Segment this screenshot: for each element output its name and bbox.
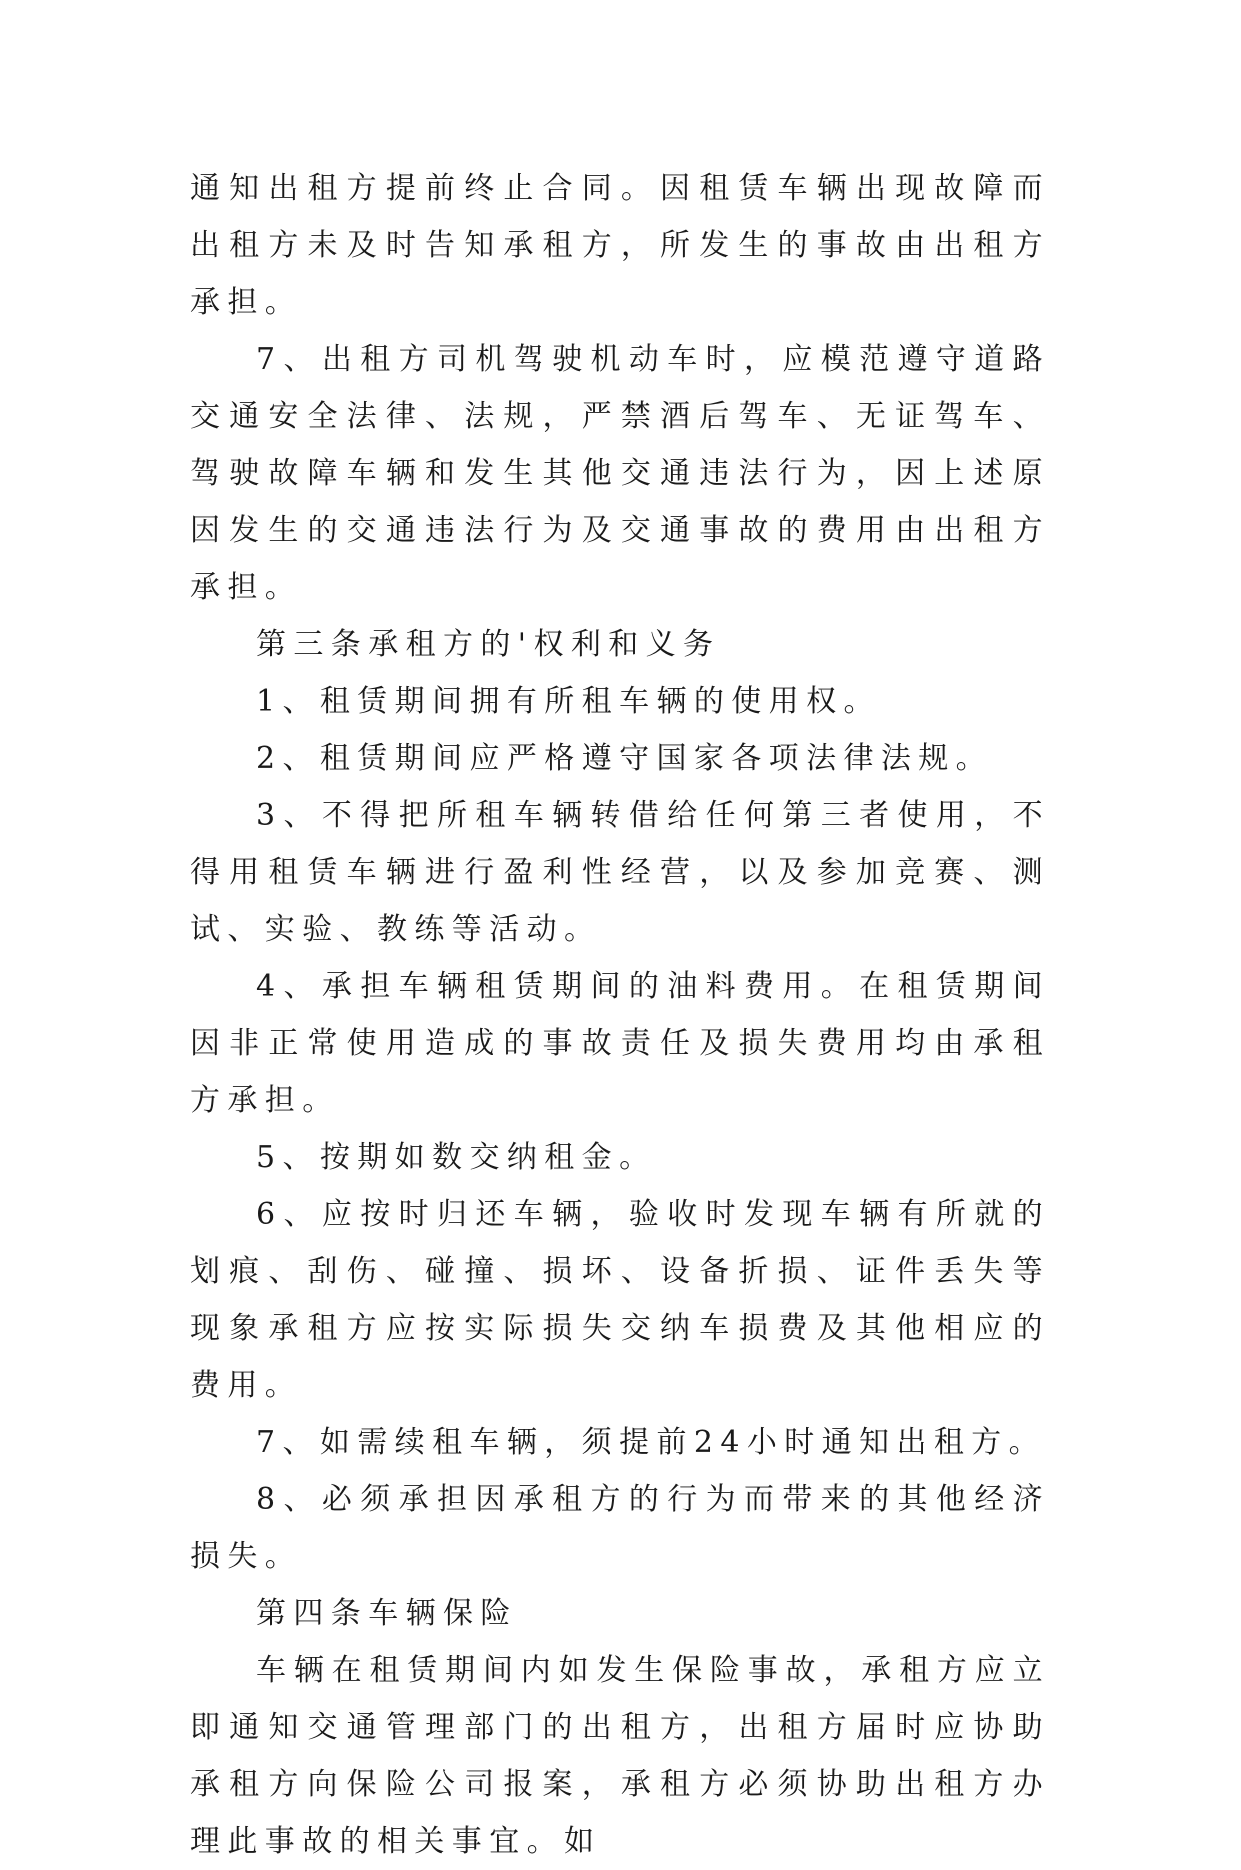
- list-item: 8、必须承担因承租方的行为而带来的其他经济损失。: [190, 1482, 1050, 1574]
- list-item: 7、如需续租车辆，须提前24小时通知出租方。: [256, 1425, 1047, 1460]
- list-item: 6、应按时归还车辆，验收时发现车辆有所就的划痕、刮伤、碰撞、损坏、设备折损、证件丢失等现象承租方应按实际损失交纳车损费及其他相应的费用。: [190, 1197, 1050, 1403]
- section-heading: 第四条车辆保险: [256, 1596, 518, 1631]
- paragraph: 通知出租方提前终止合同。因租赁车辆出现故障而出租方未及时告知承租方，所发生的事故由出租方承担。: [190, 171, 1050, 320]
- list-item: 2、租赁期间应严格遵守国家各项法律法规。: [256, 741, 994, 776]
- section-heading: 第三条承租方的'权利和义务: [256, 627, 721, 662]
- list-item: 3、不得把所租车辆转借给任何第三者使用，不得用租赁车辆进行盈利性经营，以及参加竞赛、测试、实验、教练等活动。: [190, 798, 1050, 947]
- paragraph: 7、出租方司机驾驶机动车时，应模范遵守道路交通安全法律、法规，严禁酒后驾车、无证驾车、驾驶故障车辆和发生其他交通违法行为，因上述原因发生的交通违法行为及交通事故的费用由出租方承担。: [190, 342, 1050, 605]
- list-item: 1、租赁期间拥有所租车辆的使用权。: [256, 684, 881, 719]
- document-body: [190, 160, 1050, 1870]
- list-item: 4、承担车辆租赁期间的油料费用。在租赁期间因非正常使用造成的事故责任及损失费用均由承租方承担。: [190, 969, 1050, 1118]
- list-item: 5、按期如数交纳租金。: [256, 1140, 657, 1175]
- paragraph: 车辆在租赁期间内如发生保险事故，承租方应立即通知交通管理部门的出租方，出租方届时应协助承租方向保险公司报案，承租方必须协助出租方办理此事故的相关事宜。如: [190, 1653, 1050, 1859]
